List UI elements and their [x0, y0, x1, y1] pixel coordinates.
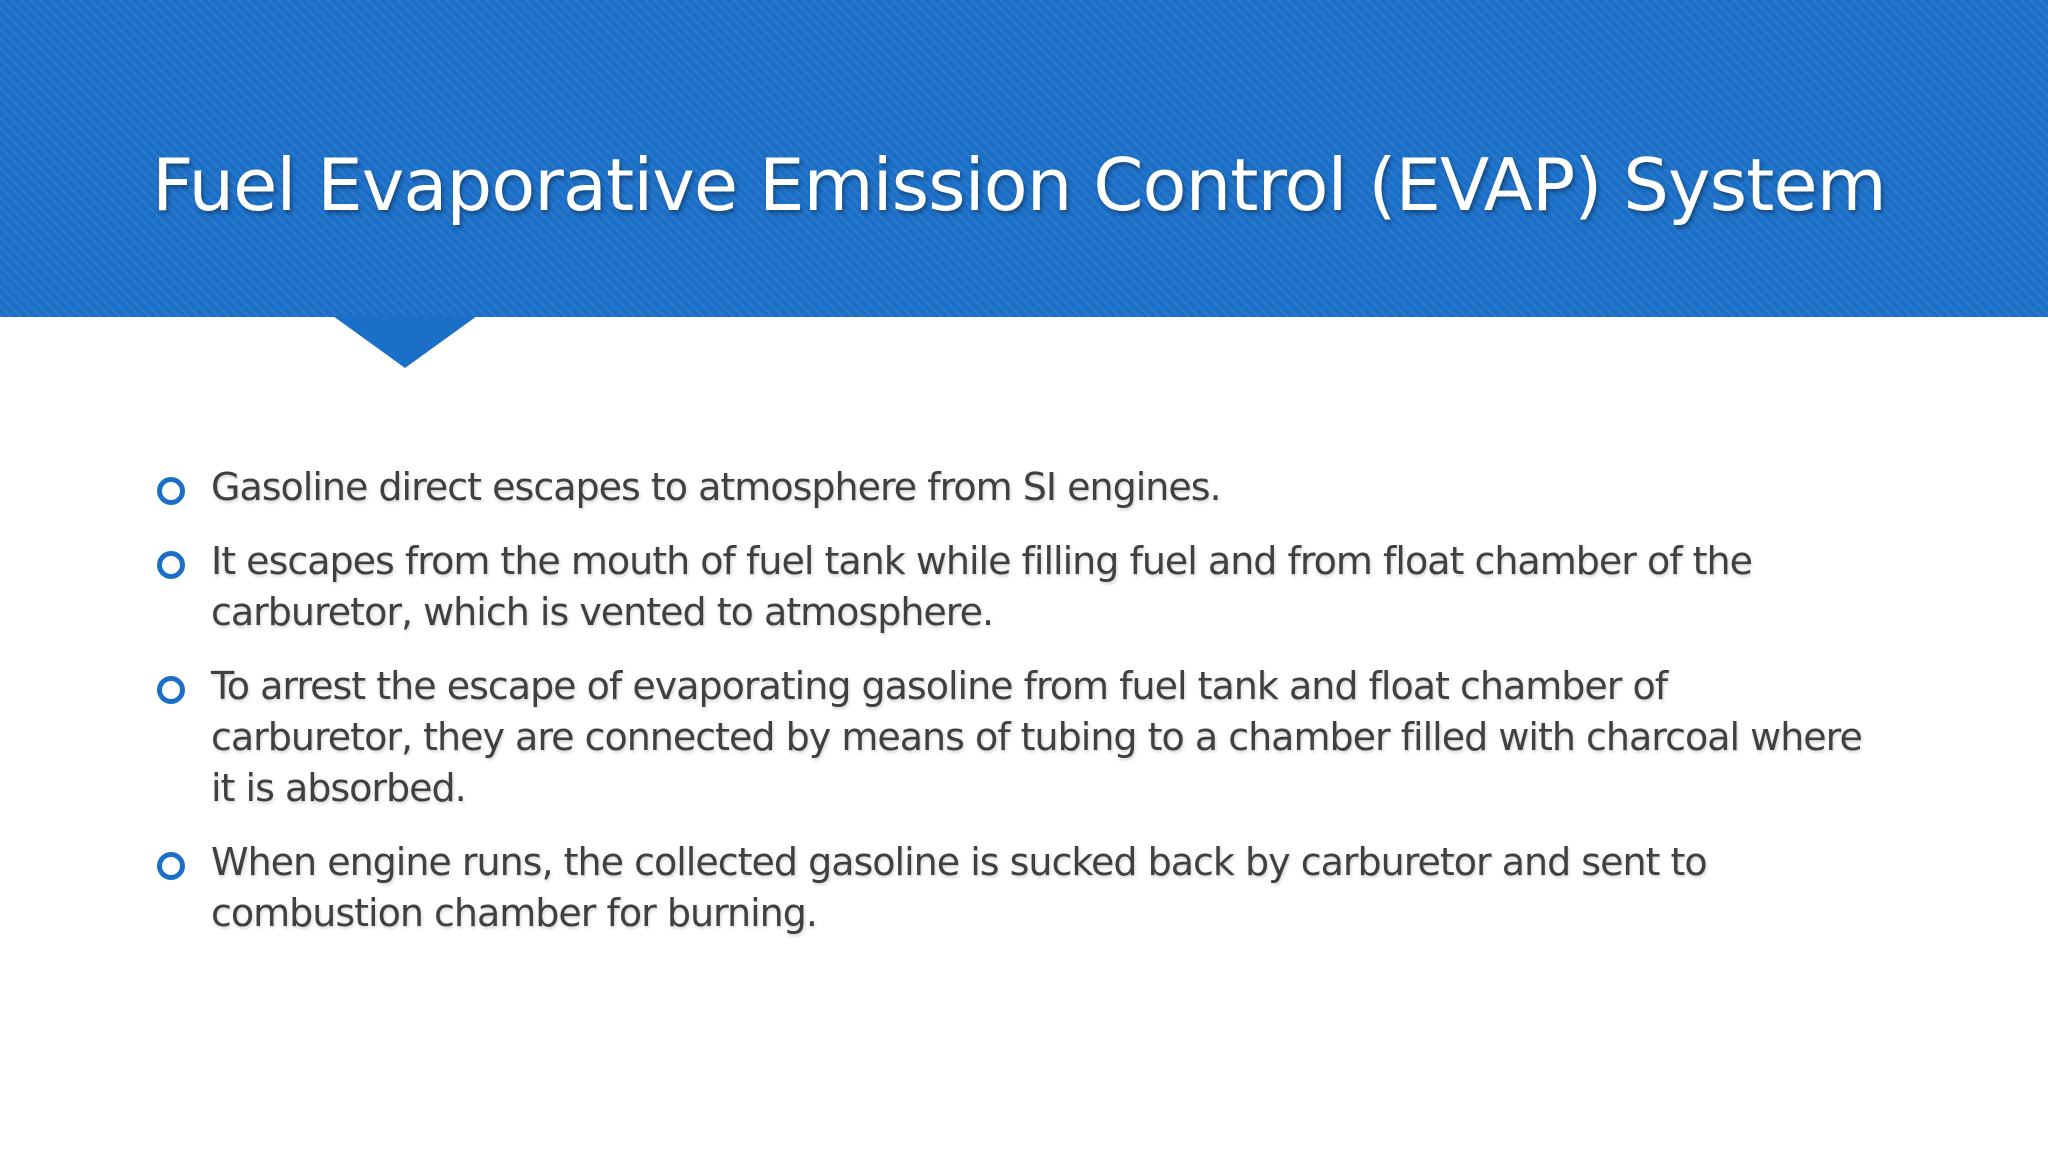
bullet-circle-icon — [157, 477, 185, 505]
bullet-item — [152, 661, 1872, 814]
bullet-text: To arrest the escape of evaporating gasoline from fuel tank and float chamber of carburetor, they are connected by means of tubing to a chamber filled with charcoal where it is absorbed. — [211, 664, 1862, 810]
bullet-item — [152, 536, 1872, 638]
bullet-text: It escapes from the mouth of fuel tank while filling fuel and from float chamber of the carburetor, which is vented to atmosphere. — [211, 539, 1753, 634]
bullet-text: When engine runs, the collected gasoline is sucked back by carburetor and sent to combustion chamber for burning. — [211, 840, 1707, 935]
bullet-text: Gasoline direct escapes to atmosphere from SI engines. — [211, 465, 1221, 509]
bullet-circle-icon — [157, 676, 185, 704]
bullet-item — [152, 837, 1872, 939]
bullet-circle-icon — [157, 551, 185, 579]
bullet-list — [152, 462, 1872, 962]
banner-pointer — [333, 316, 477, 368]
slide-title: Fuel Evaporative Emission Control (EVAP) System — [152, 143, 1886, 227]
bullet-item — [152, 462, 1872, 513]
bullet-circle-icon — [157, 852, 185, 880]
